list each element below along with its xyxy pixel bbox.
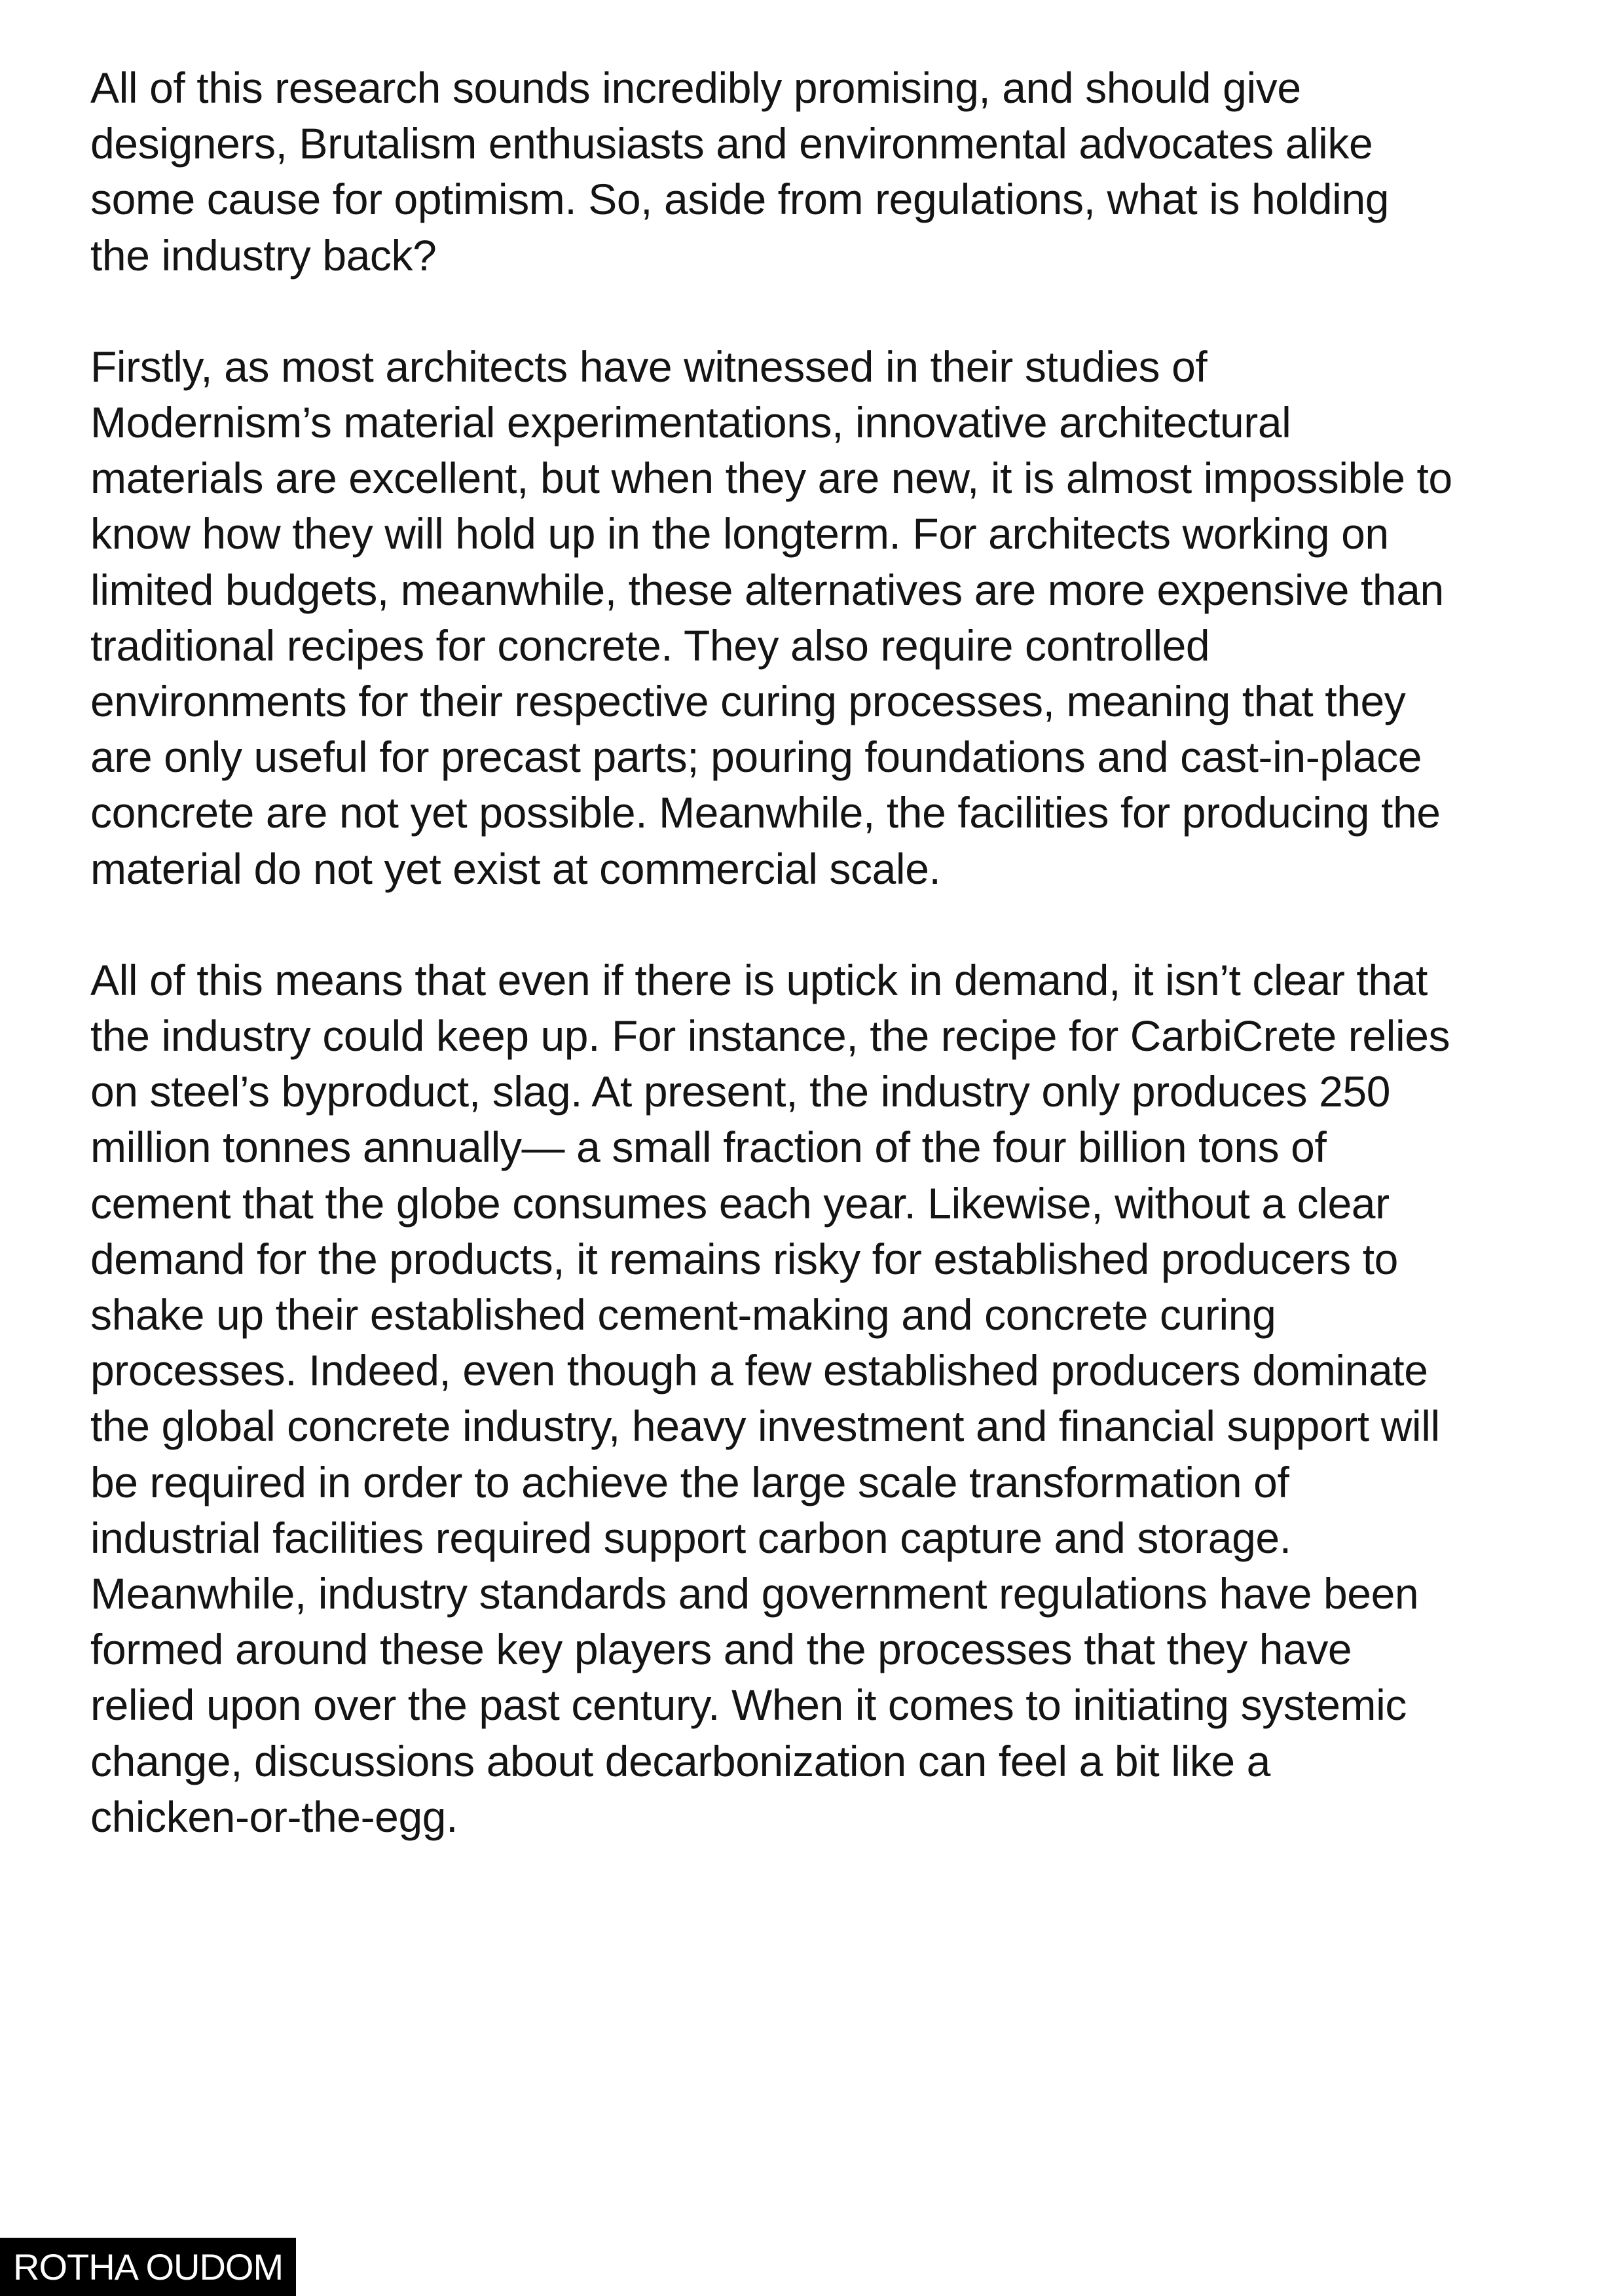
text-line: some cause for optimism. So, aside from regulations, what is holding: [90, 175, 1390, 224]
paragraph-2: [90, 339, 1570, 897]
article-body: [90, 60, 1570, 1901]
text-line: Modernism’s material experimentations, innovative architectural: [90, 398, 1291, 447]
text-line: Firstly, as most architects have witnessed in their studies of: [90, 342, 1208, 391]
text-line: million tonnes annually— a small fraction of the four billion tons of: [90, 1123, 1327, 1172]
text-line: shake up their established cement-making and concrete curing: [90, 1290, 1276, 1339]
text-line: change, discussions about decarbonization can feel a bit like a: [90, 1736, 1270, 1785]
text-line: industrial facilities required support carbon capture and storage.: [90, 1513, 1291, 1562]
text-line: environments for their respective curing processes, meaning that they: [90, 677, 1406, 726]
text-line: Meanwhile, industry standards and government regulations have been: [90, 1569, 1419, 1618]
text-line: cement that the globe consumes each year. Likewise, without a clear: [90, 1178, 1390, 1228]
text-line: demand for the products, it remains risky for established producers to: [90, 1234, 1398, 1283]
text-line: the global concrete industry, heavy investment and financial support will: [90, 1402, 1440, 1451]
text-line: materials are excellent, but when they are new, it is almost impossible to: [90, 454, 1452, 503]
text-line: know how they will hold up in the longterm. For architects working on: [90, 509, 1389, 558]
author-badge: ROTHA OUDOM: [0, 2238, 296, 2296]
text-line: be required in order to achieve the large scale transformation of: [90, 1457, 1289, 1506]
text-line: the industry could keep up. For instance, the recipe for CarbiCrete relies: [90, 1011, 1450, 1061]
text-line: on steel’s byproduct, slag. At present, the industry only produces 250: [90, 1067, 1391, 1116]
text-line: limited budgets, meanwhile, these alternatives are more expensive than: [90, 565, 1444, 614]
text-line: the industry back?: [90, 230, 437, 280]
paragraph-3: [90, 953, 1570, 1845]
text-line: processes. Indeed, even though a few established producers dominate: [90, 1346, 1428, 1395]
text-line: traditional recipes for concrete. They also require controlled: [90, 621, 1210, 670]
text-line: All of this means that even if there is uptick in demand, it isn’t clear that: [90, 955, 1428, 1004]
text-line: chicken-or-the-egg.: [90, 1792, 458, 1841]
text-line: All of this research sounds incredibly promising, and should give: [90, 64, 1301, 112]
text-line: material do not yet exist at commercial scale.: [90, 844, 941, 893]
text-line: are only useful for precast parts; pouring foundations and cast-in-place: [90, 733, 1422, 782]
paragraph-1: [90, 60, 1570, 283]
text-line: formed around these key players and the processes that they have: [90, 1625, 1352, 1674]
text-line: relied upon over the past century. When it comes to initiating systemic: [90, 1681, 1407, 1730]
text-line: designers, Brutalism enthusiasts and environmental advocates alike: [90, 119, 1373, 168]
text-line: concrete are not yet possible. Meanwhile, the facilities for producing the: [90, 788, 1441, 837]
